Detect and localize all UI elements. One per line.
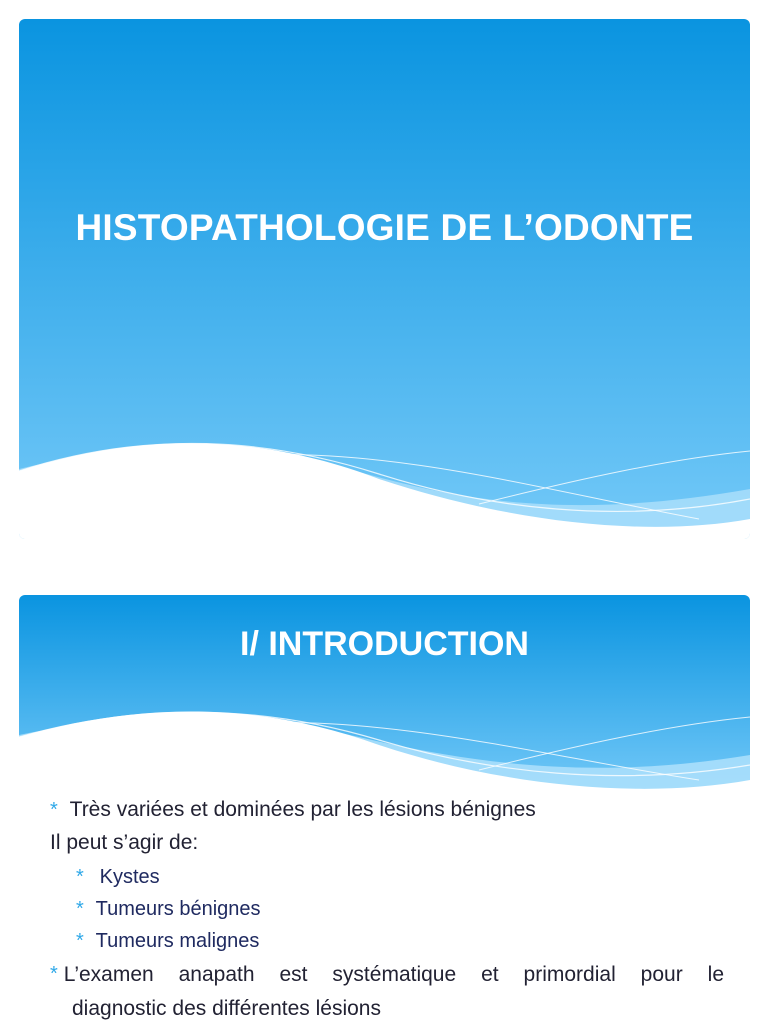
title-slide — [19, 19, 750, 539]
sub-bullet-item: * Tumeurs bénignes — [76, 898, 261, 920]
slide-title: I/ INTRODUCTION — [240, 625, 529, 663]
slide-background — [19, 19, 750, 539]
bullet-item: * Très variées et dominées par les lésions bénignes — [50, 798, 536, 821]
bullet-item: * L’examen anapath est systématique et primordial pour le — [50, 958, 724, 991]
bullet-star-icon: * — [50, 799, 58, 821]
bullet-continuation: diagnostic des différentes lésions — [72, 997, 381, 1020]
bullet-star-icon: * — [76, 866, 84, 888]
slide-title: HISTOPATHOLOGIE DE L’ODONTE — [75, 207, 694, 248]
bullet-star-icon: * — [50, 963, 58, 985]
intro-line: Il peut s’agir de: — [50, 831, 199, 854]
sub-bullet-item: * Kystes — [76, 866, 160, 888]
bullet-star-icon: * — [76, 930, 84, 952]
introduction-slide — [19, 595, 750, 1024]
sub-bullet-item: * Tumeurs malignes — [76, 930, 260, 952]
bullet-star-icon: * — [76, 898, 84, 920]
